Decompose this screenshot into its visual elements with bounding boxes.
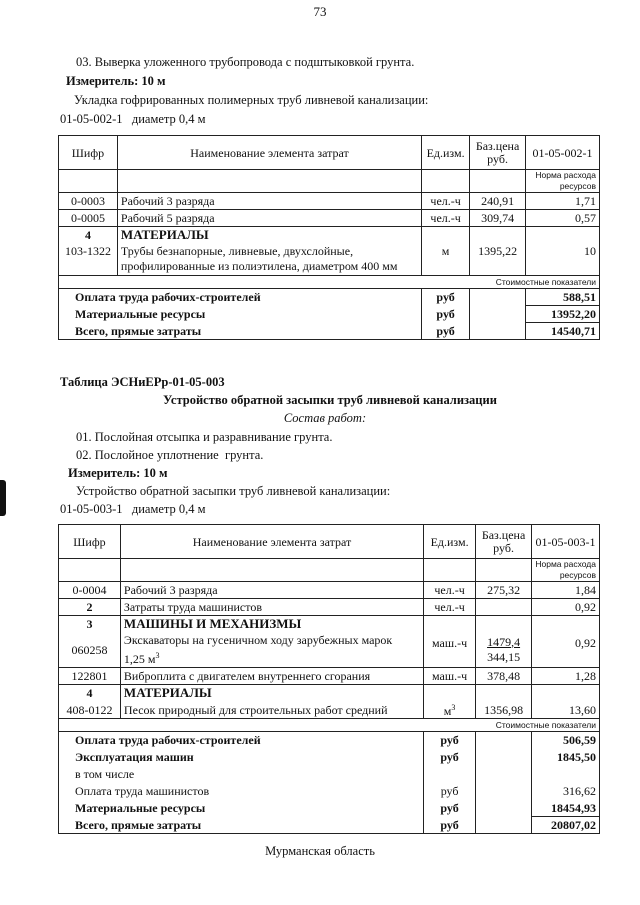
table-row-norm: 1,71	[526, 193, 600, 210]
total-unit: руб	[424, 732, 476, 749]
table-row-unit: чел.-ч	[422, 193, 470, 210]
table-row-unit: чел.-ч	[422, 210, 470, 227]
group-number: 4	[59, 227, 118, 244]
machine-norm: 1,28	[532, 667, 600, 684]
machine-price-1: 1479,4	[487, 634, 521, 649]
table-row-name: Затраты труда машинистов	[120, 599, 423, 616]
machine-name	[120, 633, 423, 668]
subheader-cost: Стоимостные показатели	[59, 276, 600, 289]
machine-name-size: 1,25 м	[123, 651, 156, 666]
total-value: 316,62	[532, 783, 600, 800]
group-name: МАТЕРИАЛЫ	[117, 227, 421, 244]
material-name-line2: профилированные из полиэтилена, диаметром 400 мм	[120, 259, 398, 274]
group-name: МАТЕРИАЛЫ	[120, 684, 423, 701]
total-value: 506,59	[532, 732, 600, 749]
machine-name-line2	[124, 648, 420, 667]
material-norm: 13,60	[532, 701, 600, 719]
machine-price: 378,48	[476, 667, 532, 684]
total-unit: руб	[424, 817, 476, 834]
machine-price	[476, 633, 532, 668]
material-unit-base: м	[443, 704, 452, 718]
total-label: в том числе	[59, 766, 424, 783]
material-code: 103-1322	[59, 244, 118, 276]
table-row-code: 2	[59, 599, 121, 616]
header-norm-code: 01-05-003-1	[532, 525, 600, 559]
material-price: 1395,22	[470, 244, 526, 276]
subheader-cost: Стоимостные показатели	[59, 719, 600, 732]
header-norm-code: 01-05-002-1	[526, 136, 600, 170]
section-title: Устройство обратной засыпки труб ливневой канализации	[163, 393, 497, 407]
norm-code-line: 01-05-003-1 диаметр 0,4 м	[60, 502, 206, 516]
table-row-norm: 0,92	[532, 599, 600, 616]
header-price: Баз.цена руб.	[470, 136, 526, 170]
subheader-norm: Норма расхода ресурсов	[526, 170, 600, 193]
section-description: Укладка гофрированных полимерных труб ливневой канализации:	[74, 93, 429, 107]
machine-price-2: 344,15	[487, 649, 521, 664]
table-row-norm: 0,57	[526, 210, 600, 227]
total-label: Всего, прямые затраты	[59, 323, 422, 340]
table-row-code: 0-0004	[59, 582, 121, 599]
section-description: Устройство обратной засыпки труб ливневой канализации:	[76, 484, 391, 498]
table-row-name: Рабочий 3 разряда	[120, 582, 423, 599]
material-name-line1: Трубы безнапорные, ливневые, двухслойные,	[120, 244, 354, 259]
total-unit: руб	[424, 800, 476, 817]
cost-table-2	[58, 524, 600, 834]
total-label: Материальные ресурсы	[59, 306, 422, 323]
work-composition-title: Состав работ:	[283, 411, 367, 425]
table-row-unit: чел.-ч	[424, 599, 476, 616]
material-name: Песок природный для строительных работ средний	[120, 701, 423, 719]
total-value: 14540,71	[526, 323, 600, 340]
table-row-code: 0-0003	[59, 193, 118, 210]
header-code: Шифр	[59, 525, 121, 559]
header-name: Наименование элемента затрат	[120, 525, 423, 559]
table-row-price	[476, 599, 532, 616]
total-unit: руб	[422, 306, 470, 323]
material-unit: м	[422, 244, 470, 276]
total-unit: руб	[422, 323, 470, 340]
table-row-code: 0-0005	[59, 210, 118, 227]
total-value: 588,51	[526, 289, 600, 306]
table-row-name: Рабочий 3 разряда	[117, 193, 421, 210]
header-unit: Ед.изм.	[424, 525, 476, 559]
table-row-norm: 1,84	[532, 582, 600, 599]
machine-unit: маш.-ч	[424, 633, 476, 668]
machine-code: 060258	[59, 633, 121, 668]
meter-label: Измеритель: 10 м	[66, 74, 166, 88]
table-row-price: 309,74	[470, 210, 526, 227]
work-step-03: 03. Выверка уложенного трубопровода с подштыковкой грунта.	[76, 55, 415, 69]
machine-norm: 0,92	[532, 633, 600, 668]
total-unit: руб	[424, 749, 476, 766]
table-row-price: 275,32	[476, 582, 532, 599]
table-row-name: Рабочий 5 разряда	[117, 210, 421, 227]
work-step-01: 01. Послойная отсыпка и разравнивание грунта.	[76, 430, 333, 444]
meter-label: Измеритель: 10 м	[68, 466, 168, 480]
material-price: 1356,98	[476, 701, 532, 719]
page-footer: Мурманская область	[265, 844, 375, 858]
table-row-price: 240,91	[470, 193, 526, 210]
total-value: 20807,02	[532, 817, 600, 834]
total-label: Оплата труда рабочих-строителей	[59, 732, 424, 749]
total-label: Эксплуатация машин	[59, 749, 424, 766]
norm-code-line: 01-05-002-1 диаметр 0,4 м	[60, 112, 206, 126]
cost-table-1	[58, 135, 600, 340]
machine-name-line1: Экскаваторы на гусеничном ходу зарубежных марок	[123, 632, 393, 647]
material-norm: 10	[526, 244, 600, 276]
binder-mark	[0, 480, 6, 516]
machine-code: 122801	[59, 667, 121, 684]
machine-unit: маш.-ч	[424, 667, 476, 684]
total-label: Оплата труда машинистов	[59, 783, 424, 800]
total-value: 13952,20	[526, 306, 600, 323]
unit-superscript: 3	[451, 703, 456, 712]
material-name	[117, 244, 421, 276]
total-label: Материальные ресурсы	[59, 800, 424, 817]
table-title: Таблица ЭСНиЕРр-01-05-003	[60, 375, 225, 389]
total-value: 1845,50	[532, 749, 600, 766]
total-unit: руб	[424, 783, 476, 800]
material-unit	[424, 701, 476, 719]
table-row-unit: чел.-ч	[424, 582, 476, 599]
group-number: 3	[59, 616, 121, 633]
group-name: МАШИНЫ И МЕХАНИЗМЫ	[120, 616, 423, 633]
total-label: Всего, прямые затраты	[59, 817, 424, 834]
total-label: Оплата труда рабочих-строителей	[59, 289, 422, 306]
subheader-norm: Норма расхода ресурсов	[532, 559, 600, 582]
unit-superscript: 3	[155, 650, 160, 660]
total-unit: руб	[422, 289, 470, 306]
page-number: 73	[313, 4, 327, 19]
header-code: Шифр	[59, 136, 118, 170]
group-number: 4	[59, 684, 121, 701]
header-price: Баз.цена руб.	[476, 525, 532, 559]
work-step-02: 02. Послойное уплотнение грунта.	[76, 448, 264, 462]
header-name: Наименование элемента затрат	[117, 136, 421, 170]
material-code: 408-0122	[59, 701, 121, 719]
machine-name: Виброплита с двигателем внутреннего сгорания	[120, 667, 423, 684]
header-unit: Ед.изм.	[422, 136, 470, 170]
total-value: 18454,93	[532, 800, 600, 817]
